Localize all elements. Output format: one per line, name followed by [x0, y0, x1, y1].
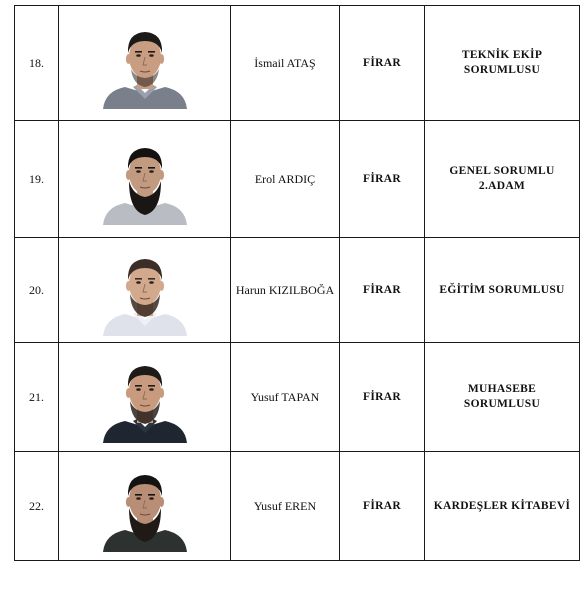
photo-cell	[59, 6, 231, 121]
role-cell	[425, 6, 580, 121]
table-row	[15, 452, 580, 561]
table-row	[15, 238, 580, 343]
status-label: FİRAR	[340, 6, 425, 121]
portrait-photo-2	[99, 240, 191, 336]
person-name: Yusuf EREN	[231, 452, 340, 561]
row-number: 21.	[15, 343, 59, 452]
portrait-photo-0	[99, 13, 191, 109]
role-line: SORUMLUSU	[463, 64, 541, 76]
role-cell	[425, 121, 580, 238]
table-row	[15, 121, 580, 238]
status-label: FİRAR	[340, 343, 425, 452]
table-body	[15, 6, 580, 561]
role-line: TEKNİK EKİP	[461, 49, 543, 61]
photo-cell	[59, 343, 231, 452]
role-line: MUHASEBE	[467, 383, 537, 395]
row-number: 22.	[15, 452, 59, 561]
person-name: İsmail ATAŞ	[231, 6, 340, 121]
role-cell	[425, 343, 580, 452]
row-number: 19.	[15, 121, 59, 238]
role-line: GENEL SORUMLU	[449, 165, 555, 177]
role-line: EĞİTİM SORUMLUSU	[439, 283, 565, 296]
role-line: SORUMLUSU	[463, 398, 541, 410]
table-row	[15, 6, 580, 121]
portrait-photo-3	[99, 347, 191, 443]
status-label: FİRAR	[340, 121, 425, 238]
wanted-list-table	[14, 5, 580, 561]
photo-cell	[59, 121, 231, 238]
person-name: Erol ARDIÇ	[231, 121, 340, 238]
role-line: 2.ADAM	[478, 180, 526, 192]
portrait-frame	[99, 240, 191, 336]
status-label: FİRAR	[340, 452, 425, 561]
portrait-frame	[99, 129, 191, 225]
status-label: FİRAR	[340, 238, 425, 343]
portrait-frame	[99, 347, 191, 443]
portrait-photo-1	[99, 129, 191, 225]
portrait-frame	[99, 456, 191, 552]
role-cell	[425, 452, 580, 561]
person-name: Yusuf TAPAN	[231, 343, 340, 452]
table-row	[15, 343, 580, 452]
row-number: 20.	[15, 238, 59, 343]
photo-cell	[59, 238, 231, 343]
portrait-photo-4	[99, 456, 191, 552]
role-cell	[425, 238, 580, 343]
row-number: 18.	[15, 6, 59, 121]
portrait-frame	[99, 13, 191, 109]
person-name: Harun KIZILBOĞA	[231, 238, 340, 343]
photo-cell	[59, 452, 231, 561]
role-line: KARDEŞLER KİTABEVİ	[433, 499, 571, 512]
